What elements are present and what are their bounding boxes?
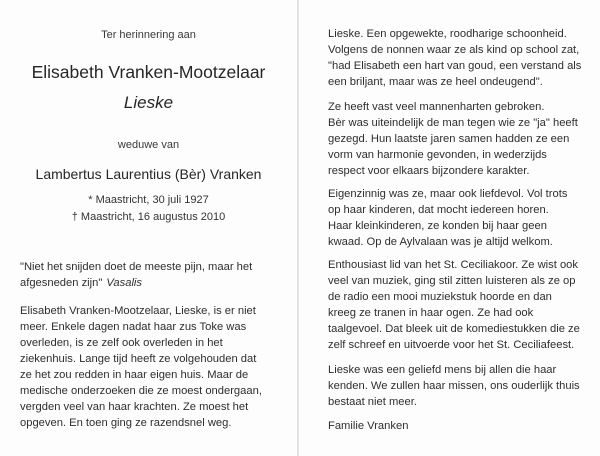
paragraph-line: Haar kleinkinderen, ze konden bij haar geen — [328, 220, 547, 232]
quote-line — [20, 275, 252, 291]
story-line: medische onderzoeken die ze moest ondergaan, — [20, 385, 262, 397]
paragraph-line: kenden. We zullen haar missen, ons ouderlijk thuis — [328, 380, 580, 392]
paragraph-line: op haar kinderen, dat mocht iedereen horen. — [328, 204, 549, 216]
left-page — [0, 0, 297, 456]
paragraph-line: "had Elisabeth een hart van goud, een verstand als — [328, 60, 582, 72]
spouse-name: Lambertus Laurentius (Bèr) Vranken — [35, 166, 262, 182]
paragraph-line: Enthousiast lid van het St. Ceciliakoor. Ze wist ook — [328, 259, 578, 271]
paragraph-line: Bèr was uiteindelijk de man tegen wie ze "ja" heeft — [328, 117, 578, 129]
paragraph-marriage — [328, 99, 578, 179]
widow-of-text: weduwe van — [117, 139, 180, 151]
paragraph-line: respect voor elkaars bijzondere karakter. — [328, 165, 530, 177]
paragraph-line: veel van muziek, ging stil zitten luisteren als ze op — [328, 275, 576, 287]
story-line: opgeven. En toen ging ze razendsnel weg. — [20, 417, 232, 429]
right-page — [299, 0, 600, 456]
quote-text: afgesneden zijn" — [20, 277, 103, 289]
quote-line: "Niet het snijden doet de meeste pijn, maar het — [20, 261, 253, 273]
paragraph-line: Eigenzinnig was ze, maar ook liefdevol. Vol trots — [328, 188, 568, 200]
paragraph-music — [328, 257, 580, 353]
intro-text: Ter herinnering aan — [101, 29, 196, 41]
paragraph-appearance — [328, 26, 581, 90]
family-signature: Familie Vranken — [328, 420, 409, 432]
paragraph-line: kreeg ze tranen in haar ogen. Ze had ook — [328, 307, 534, 319]
quote-poet: Vasalis — [106, 277, 143, 289]
paragraph-line: bestaat niet meer. — [328, 396, 417, 408]
paragraph-line: Ze heeft vast veel mannenharten gebroken. — [328, 101, 545, 113]
paragraph-line: zelf schreef en uitvoerde voor het St. Ceciliafeest. — [328, 339, 575, 351]
paragraph-line: een briljant, maar was ze heel ondeugend". — [328, 76, 543, 88]
death-date: † Maastricht, 16 augustus 2010 — [71, 211, 226, 223]
paragraph-farewell — [328, 362, 580, 410]
paragraph-line: kwaad. Op de Aylvalaan was je altijd welkom. — [328, 236, 553, 248]
deceased-name: Elisabeth Vranken-Mootzelaar — [31, 62, 266, 82]
poem-quote — [20, 259, 252, 291]
paragraph-line: taalgevoel. Dat bleek uit de komediestukken die ze — [328, 323, 580, 335]
paragraph-line: gezegd. Hun laatste jaren samen hadden ze een — [328, 133, 570, 145]
paragraph-line: Lieske was een geliefd mens bij allen die haar — [328, 364, 557, 376]
paragraph-line: Volgens de nonnen waar ze als kind op school zat, — [328, 44, 580, 56]
birth-date: * Maastricht, 30 juli 1927 — [88, 194, 209, 206]
story-line: ziekenhuis. Lange tijd heeft ze volgehouden dat — [20, 353, 257, 365]
nickname: Lieske — [123, 93, 174, 112]
story-paragraph — [20, 303, 262, 431]
story-line: overleden, is ze zelf ook overleden in het — [20, 337, 223, 349]
paragraph-family — [328, 186, 567, 250]
story-line: ze het zou redden in haar eigen huis. Maar de — [20, 369, 249, 381]
story-line: Elisabeth Vranken-Mootzelaar, Lieske, is er niet — [20, 305, 256, 317]
story-line: meer. Enkele dagen nadat haar zus Toke was — [20, 321, 247, 333]
story-line: vergden veel van haar krachten. Ze moest het — [20, 401, 249, 413]
paragraph-line: Lieske. Een opgewekte, roodharige schoonheid. — [328, 28, 567, 40]
paragraph-line: de radio een mooi muziekstuk hoorde en dan — [328, 291, 552, 303]
paragraph-line: vorm van harmonie gevonden, in wederzijds — [328, 149, 547, 161]
